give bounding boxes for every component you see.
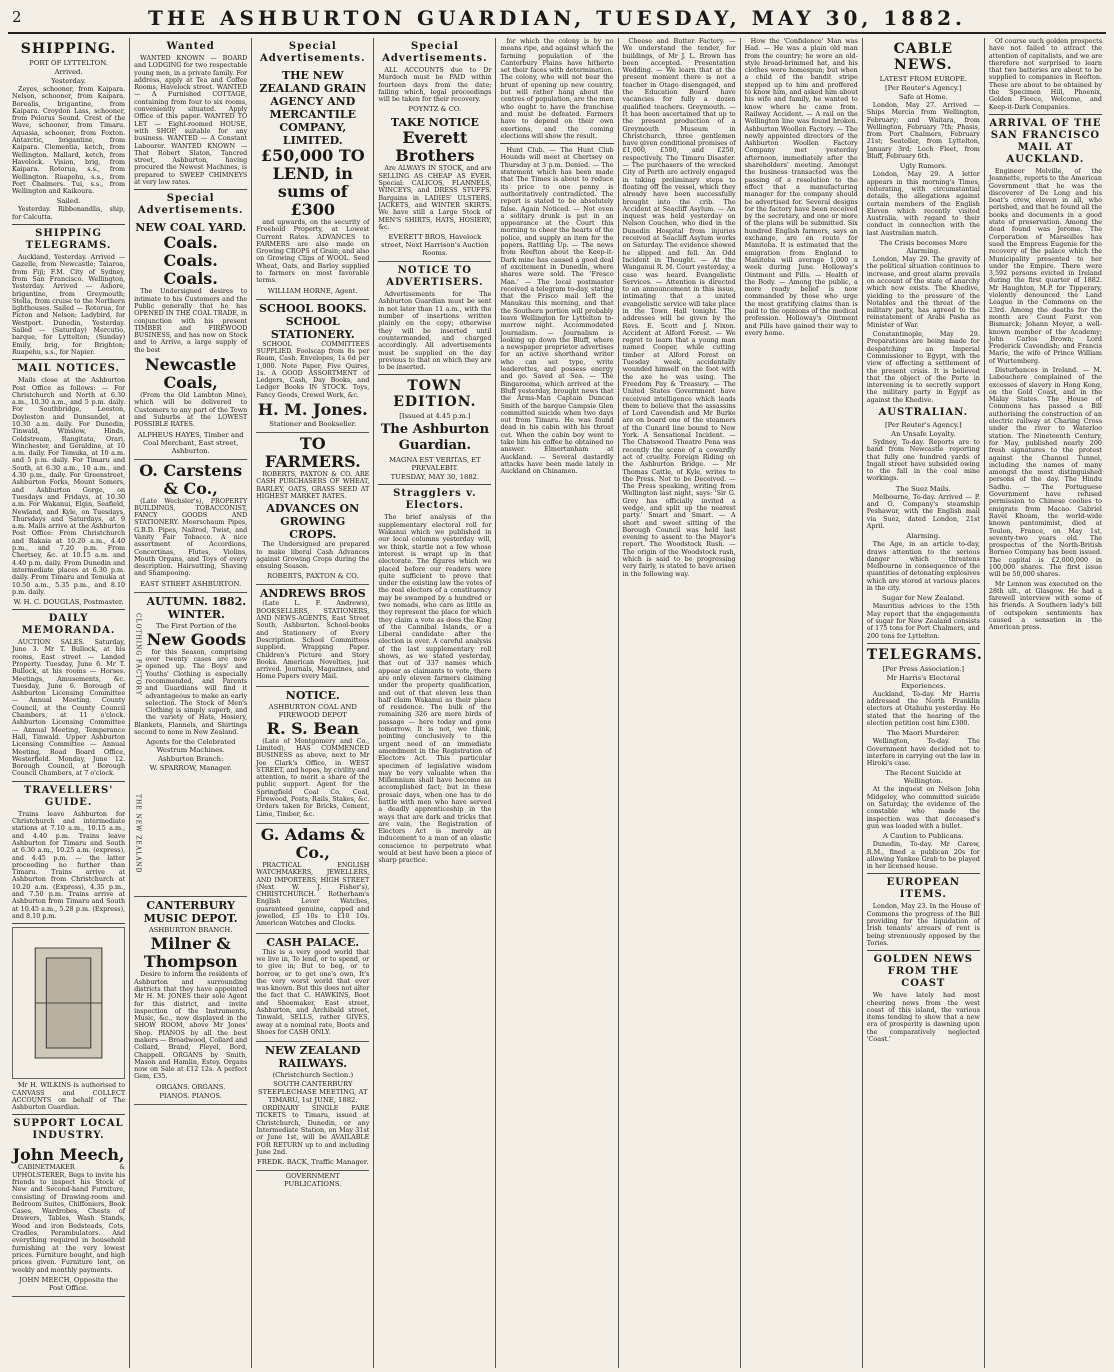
harris-text: Auckland, To-day. Mr Harris addressed the North Franklin electors at Otahuhu yesterday. He stated that the hearing of the election petition cost him £300.: [866, 689, 980, 727]
coal-yard-ad: [134, 219, 247, 459]
bean-sub: ASHBURTON COAL AND FIREWOOD DEPOT: [268, 702, 357, 719]
clothing-factory-ad: [134, 593, 247, 898]
loyalty-title: An Unsafe Loyalty.: [891, 429, 956, 438]
roberts-sign: ROBERTS, PAXTON & CO.: [266, 572, 359, 581]
westrum-line: Agents for the Celebrated Westrum Machines.: [145, 738, 236, 755]
meech-name: John Meech,: [12, 1145, 125, 1165]
mail-notices-text: Mails close at the Ashburton Post Office as follows: — For Christchurch and North at 6.30 a.m., 10.30 a.m., and 5 p.m. daily. For Southbridge, Leeston, Doyleston and Dunsandel, at 10.30 a.m. daily. For Dunedin, Tinwald, Winslow, Hinds, Coldstream, Rangitata, Orari, Winchester, and Geraldine, at 10 a.m. daily. For Temuka, at 10 a.m. and 5 p.m. daily. For Timaru and South, at 6.30 a.m., 10 a.m., and 4.30 p.m., daily. For Greenstreet, Ashburton Forks, Mount Somers, and Ashburton Gorge, on Tuesdays and Fridays, at 10.30 a.m. For Wakanui, Elgin, Seafield, Newland, and Kyle, on Tuesdays, Thursdays and Saturdays, at 9 a.m. Mails arrive at the Ashburton Post Office: From Christchurch and Rakaia at 10.20 a.m., 4.40 p.m., and 7.20 p.m. From Chertsey, &c. at 10.15 a.m. and 4.40 p.m. daily. From Dunedin and intermediate places at 6.30 p.m. daily. From Timaru and Temuka at 10.50 a.m., 5.35 p.m., and 8.10 p.m. daily.: [12, 376, 126, 596]
school-books-title: SCHOOL BOOKS. SCHOOL STATIONERY.: [259, 301, 367, 341]
maori-text: Wellington, To-day. The Government have decided not to interfere in carrying out the law in Hiroki's case.: [866, 737, 980, 768]
cable-news-heading: CABLE NEWS.: [893, 41, 953, 73]
dateline: TUESDAY, MAY 30, 1882.: [390, 473, 480, 482]
steeple-text: ORDINARY SINGLE FARE TICKETS to Timaru, issued at Christchurch, Dunedin, or any Intermediate Station, on May 31st or June 1st, will be AVAILABLE FOR RETURN up to and including June 2nd.: [256, 1104, 370, 1156]
bean-ad: [256, 687, 369, 824]
aus-agency: [Per Reuter's Agency.]: [885, 420, 962, 429]
memoranda-heading: DAILY MEMORANDA.: [21, 613, 116, 637]
carstens-address: EAST STREET ASHBURTON.: [140, 579, 242, 588]
school-books-ad: [256, 300, 369, 433]
sugar-text: Mauritius advices to the 15th May report that the engagements of sugar for New Zealand consists of 175 tons for Port Chalmers, and 200 tons for Lyttelton.: [866, 602, 980, 640]
newcastle-text: (From the Old Lambton Mine), which will be delivered to Customers to any part of the Town and Suburbs at the LOWEST POSSIBLE RATES.: [134, 391, 248, 429]
roberts-text: ROBERTS, PAXTON & CO. ARE CASH PURCHASERS OF WHEAT, BARLEY, OATS, GRASS SEED AT HIGHEST MARKET RATES.: [256, 470, 370, 500]
take-notice: TAKE NOTICE: [390, 116, 479, 130]
travellers-heading: TRAVELLERS' GUIDE.: [23, 784, 114, 808]
andrews-title: ANDREWS BROS: [259, 587, 366, 601]
column-5: [496, 38, 618, 1368]
newspaper-title: THE ASHBURTON GUARDIAN, TUESDAY, MAY 30, 1882.: [148, 6, 966, 30]
sugar-title: Sugar for New Zealand.: [881, 594, 965, 603]
european-items-heading: EUROPEAN ITEMS.: [886, 877, 961, 901]
masthead: [8, 6, 1106, 34]
frisco-items: Disturbances in Ireland. — M. Labouchere complained of the excesses of slavery in Hong Kong, on the Gold Coast, and in the Malay States. The House of Commons has passed a Bill authorising the construction of an electric railway at Charing Cross under the river to Waterloo station. The Nineteenth Century, for May, published nearly 200 fresh signatures to the protest against the Channel Tunnel, including the names of many amongst the most distinguished persons of the day. The Hindu Sadhu. — The Portuguese Government have refused permission to Chinese coolies to emigrate from Macao. Gabriel Ravel Khoam, the world-wide known pantomimist, died at Toulon, France, on May 1st, seventy-two years old. The prospectus of the North-British Borneo Company has been issued. The capital is £2,000,000 in 100,000 shares. The first issue will be 50,000 shares.: [988, 365, 1102, 579]
leader-text: The brief analysis of the supplementary electoral roll for Wakanui which we published in our local columns yesterday will, we think, startle not a few whose interest is wrapt up in that electorate. The figures which we placed before our readers were quite sufficient to prove that under the existing law the votes of the real electors of a constituency may be swamped by a hundred or two nomads, who care as little as they represent the place for which they claim a vote as does the King of the Cannibal Islands, or a Liberal candidate after the election is over. A careful analysis of the last supplementary roll shows, as we stated yesterday, that out of 337 names which appear as claimants to vote, there are only eleven farmers claiming under the property qualification, and out of that eleven less than half claim Wakanui as their place of residence. The bulk of the remaining 326 are mere birds of passage — here today and gone tomorrow. It is not, we think, pointing conclusively to the urgent need of an immediate amendment in the Registration of Electors Act. This particular specimen of legislative wisdom may be very valuable when the Millennium shall have become an accomplished fact; but in these prosaic days, when one has to do battle with men who have served a deadly apprenticeship in the ways that are dark and tricks that are vain, the Registration of Electors Act is merely an inducement to a man of an elastic conscience to perpetrate what would at best have been a piece of sharp practice.: [378, 513, 492, 865]
page-number: 2: [12, 8, 22, 26]
special-ads-heading-2: Special Advertisements.: [260, 41, 366, 64]
postmaster-sign: W. H. C. DOUGLAS, Postmaster.: [13, 598, 124, 607]
new-goods-title: New Goods: [146, 629, 246, 649]
music-depot-title: CANTERBURY MUSIC DEPOT.: [143, 899, 238, 926]
motto: MAGNA EST VERITAS, ET PREVALEBIT.: [389, 456, 481, 473]
golden-news-text: We have lately had most cheering news from the west coast of this island, the various items tending to show that a new era of prosperity is dawning upon the comparatively neglected 'Coast.': [866, 991, 980, 1044]
column-7: [741, 38, 863, 1368]
bean-title: R. S. Bean: [266, 718, 359, 738]
constantinople-text: Constantinople, May 29. Preparations are being made for despatching an Imperial Commissioner to Egypt, with the view of effecting a settlement of the present crisis. It is believed that the object of the Porte in intervening is to secretly support the military party in Egypt as against the Khedive.: [866, 330, 980, 404]
caution-text: Dunedin, To-day. Mr Carew, R.M., fined a publican 20s for allowing Yankee Grab to be played in her licensed house.: [866, 840, 980, 871]
special-ads-heading: Special Advertisements.: [137, 193, 244, 217]
sailed-heading: Sailed.: [56, 197, 81, 206]
golden-continuation: Of course such golden prospects have not failed to attract the attention of capitalists, and we are therefore not surprised to learn that two batteries are about to be supplied to companies in Reefton. These are about to be obtained by the Specimen Hill, Phoenix, Golden Fleece, Welcome, and Keep-it-Dark Companies.: [988, 38, 1102, 111]
carstens-text: (Late Wechsler's), PROPERTY BUILDINGS, TOBACCONIST, FANCY GOODS AND STATIONERY. Meerschaum Pipes, G.B.D. Pipes, Nailrod, Twist, and Vanity Fair Tobacco. A nice assortment of Accordions, Concertinas, Flutes, Violins, Mouth Organs, and Toys of every description. Hairsutting, Shaving and Shampooing.: [134, 496, 248, 578]
shipping-telegrams-heading: SHIPPING TELEGRAMS.: [25, 228, 112, 252]
column-6: [619, 38, 741, 1368]
advertisers-notice-title: NOTICE TO ADVERTISERS.: [386, 265, 484, 289]
sparrow-sign: W. SPARROW, Manager.: [149, 764, 232, 773]
crisis-text: London, May 29. The gravity of the political situation continues to increase, and great alarm prevails on account of the state of anarchy which now exists. The Khedive, yielding to the pressure of the Notables and the threat of the military party, has agreed to the reinstatement of Arabi Pasha as Minister of War.: [866, 255, 980, 329]
jones-sub: Stationer and Bookseller.: [269, 420, 357, 429]
town-edition: TOWN EDITION.: [393, 378, 477, 411]
coal-text: The Undersigned desires to intimate to his Customers and the Public generally that he has OPENED IN THE COAL TRADE, in conjunction with his present TIMBER and FIREWOOD BUSINESS, and has now on Stock and to Arrive, a large supply of the best: [134, 287, 248, 354]
accounts-notice: ALL ACCOUNTS due to Dr Murdoch must be PAID within fourteen days from the date; failing which, legal proceedings will be taken for their recovery.: [378, 66, 492, 104]
suez-text: Melbourne, To-day. Arrived — P. and O. Company's steamship Peshawur, with the English mail via Suez, dated London, 21st April.: [866, 492, 980, 530]
coals-title: Coals. Coals. Coals.: [163, 233, 218, 289]
newcastle-title: Newcastle Coals,: [144, 355, 237, 393]
frisco-bottom: Mr Lennon was executed on the 28th ult., at Glasgow. He had a farewell interview with some of his friends. A Southern lady's bill of outspoken sentiments has caused a sensation in the American press.: [988, 579, 1102, 632]
shipping-heading: SHIPPING.: [20, 41, 117, 57]
caution-title: A Caution to Publicans.: [882, 832, 964, 841]
travellers-text: Trains leave Ashburton for Christchurch and intermediate stations at 7.10 a.m., 10.15 a.m., and 4.40 p.m. Trains leave Ashburton for Timaru and South at 6.30 a.m., 10.25 a.m. (express), and 4.45 p.m. — the latter proceeding no further than Timaru. Trains arrive at Ashburton from Christchurch at 10.20 a.m. (Express), 4.35 p.m., and 7.50 p.m. Trains arrive at Ashburton from Timaru and South at 10.45 a.m., 5.28 p.m. (Express), and 8.10 p.m.: [12, 809, 126, 920]
arrived-heading: Arrived.: [54, 68, 83, 76]
safe-home-title: Safe at Home.: [898, 93, 948, 101]
loyalty-text: Sydney, To-day. Reports are to hand from Newcastle reporting that fully one hundred yards of Ingall street have subsided owing to the fall in the coal mine workings.: [866, 437, 980, 483]
everett-sign: EVERETT BROS, Havelock street, Next Harrison's Auction Rooms.: [380, 233, 489, 258]
railways-sub: (Christchurch Section.): [272, 1071, 354, 1080]
frisco-mail-heading: ARRIVAL OF THE SAN FRANCISCO MAIL AT AUCKLAND.: [989, 117, 1102, 165]
loan-ad: [256, 67, 369, 300]
branch-line: Ashburton Branch:: [158, 755, 224, 764]
railways-title: NEW ZEALAND RAILWAYS.: [265, 1044, 361, 1071]
alarming-title: Alarming.: [906, 532, 941, 541]
ugly-rumors-text: London, May 29. A letter appears in this morning's Times, reiterating, with circumstantial details, the allegations against certain members of the English Eleven which recently visited Australia, with regard to their conduct in connection with the last Australian match.: [866, 170, 980, 237]
column-9: [985, 38, 1106, 1368]
farmers-ad: [256, 433, 369, 585]
latest-europe: LATEST FROM EUROPE.: [879, 75, 968, 83]
wanted-text: WANTED KNOWN — BOARD and LODGING for two respectable young men, in a private family. For address, apply at Tea and Coffee Rooms, Havelock street. WANTED — A Furnished COTTAGE, containing from four to six rooms, conveniently situated. Apply Office of this paper. WANTED TO LET — Eight-roomed HOUSE, with SHOP, suitable for any business. WANTED — A Constant Labourer. WANTED KNOWN — That Robert Slaton, Tancred street, Ashburton, having procured the Newest Machines, is prepared to SWEEP CHIMNEYS at very low rates.: [134, 54, 248, 187]
wanted-heading: Wanted: [166, 41, 215, 52]
factory-sidebar: CLOTHING FACTORY: [134, 613, 142, 697]
mail-notices-heading: MAIL NOTICES.: [17, 363, 121, 375]
everett-text: Are ALWAYS IN STOCK, and are SELLING AS CHEAP AS EVER. Special: CALICOS, FLANNELS, WINCEYS, and DRESS STUFFS. Bargains in LADIES' ULSTERS, JACKETS, and WINTER SKIRTS. We have still a Large Stock of MEN'S SHIRTS, HATS, HOSIERY, &c.: [378, 164, 492, 231]
back-sign: FREDK. BACK, Traffic Manager.: [257, 1158, 369, 1167]
adams-ad: [256, 824, 369, 934]
column-2: [130, 38, 252, 1368]
press-association: [Per Press Association.]: [882, 664, 965, 673]
advertisers-notice-text: Advertisements for The Ashburton Guardian must be sent in not later than 11 a.m., with the number of insertions written plainly on the copy; otherwise they will be inserted until countermanded, and charged accordingly. All advertisements must be supplied on the day previous to that on which they are to be inserted.: [378, 290, 492, 372]
meech-text: CABINETMAKER & UPHOLSTERER, Begs to invite his friends to inspect his Stock of New and Second-hand Furniture, consisting of Drawing-room and Bedroom Suites, Chiffoniers, Book Cases, Wardrobes, Chests of Drawers, Tables, Wash Stands, Wood and iron Bedsteads, Cots, Cradles, Perambulators. And everything required in household furnishing at the very lowest prices. Furniture bought, and high prices given. Furniture lent, on weekly and monthly payments.: [12, 1163, 126, 1274]
memoranda-text: AUCTION SALES. Saturday, June 3. Mr T. Bullock, at his rooms, East street — Landed Property. Tuesday, June 6. Mr T. Bullock, at his rooms — Horses. Meetings, Amusements, &c. Tuesday, June 6. Borough of Ashburton Licensing Committee — Annual Meeting. County Council, at the County Council Chambers, at 11 o'clock. Ashburton Licensing Committee — Annual Meeting, Temperance Hall, Tinwald. Upper Ashburton Licensing Committee — Annual Meeting, Road Board Office, Westerfield. Monday, June 12. Borough Council, at Borough Council Chambers, at 7 o'clock.: [12, 638, 126, 778]
arrived-date: Yesterday.: [51, 77, 87, 85]
maori-title: The Maori Murderer.: [886, 729, 960, 738]
andrews-ad: [256, 585, 369, 686]
everett-title: Everett Brothers: [395, 128, 475, 166]
european-items-text: London, May 23. In the House of Commons the progress of the Bill providing for the liquidation of Irish tenants' arrears of rent is being strenuously opposed by the Tories.: [866, 902, 980, 947]
australian-heading: AUSTRALIAN.: [878, 406, 969, 418]
reuter-agency: [Per Reuter's Agency.]: [885, 84, 962, 92]
notice-title: NOTICE.: [285, 688, 340, 702]
local-items-2: Cheese and Butter Factory. — We understand the tender, for buildings, of Mr J. L. Brown has been accepted. Presentation Wedding. — We learn that at the present moment there is not a teacher in Otago disengaged, and the Education Board have vacancies for fully a dozen qualified teachers. Greymouth. — It has been ascertained that up to the present production of a Greymouth Museum in Christchurch, three gentlemen have given conditional promises of £1,000, £500, and £250, respectively. The Timaru Disaster. — The purchasers of the wrecked City of Perth are actively engaged in taking preliminary steps to floating off the vessel, which they already have been successfully brought into the crib. The Accident at Seacliff Asylum. — An inquest was held yesterday on Nelson Couchen, who died in the Dunedin Hospital from injuries received at Seacliff Asylum works on Saturday. The evidence showed he slipped and fell. An Odd Incident in Thought. — At the Wanganui R. M. Court yesterday, a case was heard. Evangelistic Services. — Attention is directed to an announcement in this issue, intimating that a united evangelistic service will take place in the Town Hall tonight. The addresses will be given by the Revs. E. Scott and J. Nixon. Accident at Alford Forest. — We regret to learn that a young man named Cooper, while cutting timber at Alford Forest on Tuesday week, accidentally wounded himself on the foot with the axe he was using. The Freedom Pay & Treasury. — The United States Government have received intelligence which leads them to believe that the assassins of Lord Cavendish and Mr Burke are on board one of the steamers of the Cunard line bound to New York. A Sensational Incident. — The Chatswood Theatre Pena was recently the scene of a cowardly act of cruelty. Foreign Riding on the Ashburton Bridge. — Mr Thomas Cattle, of Kyle, writes to the Press. Not to be Deceived. — The Press speaking, writing from Wellington last night, says: 'Sir G. Grey has officially invited a wedge, and split up the nearest party.' Smart and Smart. — A short and sweet sitting of the Borough Council was held last evening to assent to the Mayor's report. The Woodstock Rush. — The origin of the Woodstock rush, which is said to be progressing very fairly, is stated to have arisen in the following way.: [622, 38, 736, 578]
everett-ad: [378, 114, 491, 262]
town-edition-sub: [Issued at 4.45 p.m.]: [399, 412, 471, 421]
loan-text: and upwards, on the security of Freehold Property, at Lowest Current Rates. ADVANCES to FARMERS are also made on Growing CROPS of Grain; and also on Growing Clips of WOOL. Seed Wheat, Oats, and Barley supplied to farmers on most favorable terms.: [256, 218, 370, 285]
column-4: [374, 38, 496, 1368]
meech-ad: [12, 1144, 125, 1296]
milner-text: Desire to inform the residents of Ashburton and surrounding districts that they have appointed Mr H. M. JONES their sole Agent for this district, and invite inspection of the Instruments, Music, &c., now displayed in the SHOW ROOM, above Mr Jones' Shop. PIANOS by all the best makers — Broadwood, Collard and Collard, Brand, Pleyel, Bord, Chappell. ORGANS by Smith, Mason and Hamlin, Estey. Organs now on Sale at £12 12s. A perfect Gem, £35.: [134, 970, 248, 1081]
cash-palace-ad: [256, 934, 369, 1043]
meech-sign: JOHN MEECH, Opposite the Post Office.: [19, 1275, 118, 1292]
suicide-text: At the inquest on Nelson John Midgeley, who committed suicide on Saturday, the evidence of the constable who made the inspection was that deceased's gun was loaded with a bullet.: [866, 785, 980, 830]
column-1: [8, 38, 130, 1368]
gov-pubs: GOVERNMENT PUBLICATIONS.: [284, 1172, 342, 1189]
wilkins-notice: Mr H. WILKINS is authorised to CANVASS and COLLECT ACCOUNTS on behalf of The Ashburton Guardian.: [12, 1081, 126, 1112]
column-8: [863, 38, 985, 1368]
nz-sidebar: THE NEW ZEALAND: [134, 793, 142, 874]
advances-text: The Undersigned are prepared to make liberal Cash Advances against Growing Crops during the ensuing Season.: [256, 540, 370, 571]
ornamental-illustration: [12, 927, 125, 1079]
organs-line: ORGANS. ORGANS.: [156, 1082, 226, 1091]
leader-continuation: for which the colony is by no means ripe, and against which the farming population of the Canterbury Plains have hitherto set their faces with determination. The colony, who will not bear the brunt of opening up new country, but will rather hang about the centres of population, are the men who ought to have the franchise and must be defeated. Farmers have to depend on their own exertions, and the coming elections will show the result.: [500, 38, 614, 140]
suez-title: The Suez Mails.: [895, 484, 951, 493]
arrivals-text: Zeyes, schooner, from Kaipara. Nelson, schooner, from Kaipara. Borealis, brigantine, from Kaipara. Croydon Lass, schooner, from Pelorus Sound. Crest of the Wave, schooner, from Timaru. Aquasia, schooner, from Foxton. Antarctic, brigantine, from Kaipara. Clementia, ketch, from Wellington. Mallard, ketch, from Havelock. Vision, brig, from Kaipara. Rotorua, s.s., from Wellington. Ruapehu, s.s., from Port Chalmers. Tui, s.s., from Wellington and Kaikoura.: [12, 85, 126, 196]
port-heading: PORT OF LYTTELTON.: [29, 59, 108, 67]
adams-title: G. Adams & Co.,: [260, 824, 365, 862]
ugly-rumors-title: Ugly Rumors.: [899, 162, 947, 171]
support-heading: SUPPORT LOCAL INDUSTRY.: [13, 1118, 124, 1142]
milner-title: Milner & Thompson: [143, 934, 238, 972]
frisco-mail-text: Engineer Melville, of the Jeannette, reports to the American Government that he was the discoverer of De Long and his boat's crew, eleven in all, who perished, and that he found all the books and documents in a good state of preservation. Among the dead found was Jerome. The Corporation of Marseilles has sued the Empress Eugenie for the recovery of the palace which the Municipality presented to her under the Empire. There were 3,592 persons evicted in Ireland during the first quarter of 1882. Mr Haughton, M.P. for Tipperary, violently denounced the Land League in the Commons on the 23rd. Among the deaths for the month are Count Furst von Bismarck; Johann Meyer, a well-known member of the Academy; John Carlos Brown; Lord Frederick Cavendish; and Francis Marie, the wife of Prince William of Wurtemberg.: [988, 166, 1102, 365]
local-items: Hunt Club. — The Hunt Club Hounds will meet at Chertsey on Thursday at 3 p.m. Denied. — The statement which has been made that The Times is about to reduce its price to one penny is authoritatively contradicted. The report is stated to be absolutely false. Again Noticed. — Not even a solitary drunk is put in an appearance at the Court this morning to cheer the hearts of the police, and supply an item for the papers. Rattling Up. — The news from Reefton about the Keep-it-Dark mine has caused a good deal of excitement in Dunedin, where shares were sold. The 'Fresco Man.' — The local postmaster received a telegram to-day, stating that the Frisco mail left the Manukau this morning, and that the Southern portion will probably leave Wellington for Lyttelton to-morrow night. Accommodated Journalism. — Journalism is looking up down the Bluff, where a newspaper proprietor advertises for an active shorthand writer who can set type, write leaderettes, and possess energy and go. Saved at Sea. — The Bingarooma, which arrived at the Bluff yesterday, brought news that the Arms-Man Captain Duncan Smith of the barque Campsie Glen committed suicide when two days out from Timaru. He was found dead in his cabin with his throat cut. When the cabin boy went to take him his coffee he obtained no answer. Elmertanham at Auckland. — Several dastardly attacks have been made lately in Auckland on Chinamen.: [500, 146, 614, 476]
bean-text: (Late of Montgomery and Co., Limited), HAS COMMENCED BUSINESS as above, next to Mr Joe Clark's Office, in WEST STREET, and hopes, by civility and attention, to merit a share of the public support. Agent for the Springfield Coal Co. Coal, Firewood, Posts, Rails, Stakes, &c. Orders taken for Bricks, Cement, Lime, Timber, &c.: [256, 736, 370, 818]
loan-company: THE NEW ZEALAND GRAIN AGENCY AND MERCANTILE COMPANY, LIMITED.: [259, 69, 367, 147]
new-goods-text: for this Season, comprising over twenty cases are now opened up. The Boys' and Youths' Clothing is especially recommended, and Parents and Guardians will find it advantageous to make an early selection. The Stock of Men's Clothing is simply superb, and the variety of Hats, Hosiery, Blankets, Flannels, and Shirtings second to none in New Zealand.: [134, 647, 248, 737]
poyntz-sign: POYNTZ & CO.: [408, 105, 462, 114]
leader-title: Stragglers v. Electors.: [393, 488, 477, 512]
telegrams-heading: TELEGRAMS.: [866, 646, 983, 663]
local-items-3: How the 'Confidence' Man was Had. — He was a plain old man from the country; he wore an old-style broad-brimmed hat, and his clothes were homespun; but when a child of the bandit stripe stepped up to him and proffered to know him, and asked him about his wife and family, he wanted to know where he came from. Railway Accident. — A rail on the Wellington line was found broken. Ashburton Woollen Factory. — The newly appointed directors of the Ashburton Woollen Factory Company met yesterday afternoon, immediately after the shareholders' meeting. Amongst the business transacted was the passing of a resolution to the effect that a manufacturing manager for the company should be advertised for. Several designs for the factory have been received by the secretary, and one or more of the plans will be submitted. Six hundred English farmers, says an exchange, are en route for Manitoba. It is estimated that the emigration from England to Manitoba will average 1,000 a week during June. Holloway's Ointment and Pills. — Health of the Body. — Among the public, a more ready belief is now commanded by those who urge the most gratifying claims than is paid to the opinions of the medical profession. Holloway's Ointment and Pills have gained their way to every home.: [744, 38, 858, 337]
school-books-text: SCHOOL COMMITTEES SUPPLIED. Foolscap from 8s per Ream, Cash. Envelopes, 1s 6d per 1,000. Note Paper, Five Quires, 1s. A GOOD ASSORTMENT of Ledgers, Cash, Day Books, and Ledger Books IN STOCK. Toys, Fancy Goods, Crewel Work, &c.: [256, 339, 370, 399]
jones-title: H. M. Jones.: [257, 400, 368, 420]
safe-home-text: London, May 27. Arrived — Ships Mercia from Wellington, February; and Waitara, from Wellington, February 7th; Phasis, from Port Chalmers, February 21st; Seatoller, from Lyttelton, January 3rd; Loch Fleet, from Bluff, February 6th.: [866, 101, 980, 161]
coal-yard-title: NEW COAL YARD.: [135, 221, 247, 235]
andrews-text: (Late L. F. Andrews), BOOKSELLERS, STATIONERS, AND NEWS-AGENTS, East Street South, Ashburton. School-books and Stationery of Every Description. School Committees supplied. Wrapping Paper. Children's Picture and Story Books. American Novelties, just arrived. Journals, Magazines, and Home Papers every Mail.: [256, 599, 370, 681]
carstens-ad: [134, 460, 247, 593]
music-depot-ad: [134, 897, 247, 1104]
steeple-title: SOUTH CANTERBURY STEEPLECHASE MEETING, AT TIMARU, 1st JUNE, 1882.: [257, 1080, 368, 1105]
adams-text: PRACTICAL ENGLISH WATCHMAKERS, JEWELLERS, AND IMPORTERS, HIGH STREET (Next W. J. Fisher's), CHRISTCHURCH. Rotherham's English Lever Watches, guaranteed genuine, capped and jewelled, £5 10s to £10 10s. American Watches and Clocks.: [256, 860, 370, 928]
pianos-line: PIANOS. PIANOS.: [159, 1091, 222, 1100]
first-portion: The First Portion of the: [155, 621, 237, 630]
crisis-title: The Crisis becomes More Alarming.: [879, 239, 968, 256]
carstens-title: O. Carstens & Co.,: [139, 460, 243, 498]
alarming-text: The Age, in an article to-day, draws attention to the serious danger which threatens Melbourne in consequence of the quantities of detonating explosives which are stored at various places in the city.: [866, 540, 980, 593]
railways-ad: [256, 1042, 369, 1171]
golden-news-heading: GOLDEN NEWS FROM THE COAST: [873, 954, 974, 990]
music-branch: ASHBURTON BRANCH.: [148, 926, 233, 935]
suicide-title: The Recent Suicide at Wellington.: [885, 769, 962, 786]
autumn-title: AUTUMN. 1882. WINTER.: [146, 594, 247, 621]
sailed-text: Yesterday. Ribbonandlis, ship, for Calcutta.: [12, 205, 126, 221]
columns: [8, 38, 1106, 1368]
advances-title: ADVANCES ON GROWING CROPS.: [266, 502, 360, 542]
harris-title: Mr Harris's Electoral Experiences.: [886, 673, 960, 690]
cash-palace-title: CASH PALACE.: [266, 935, 360, 949]
horne-sign: WILLIAM HORNE, Agent.: [267, 286, 358, 295]
farmers-title: TO FARMERS.: [264, 434, 361, 472]
cash-palace-text: This is a very good world that we live in, To lend, or to spend, or to give in; But to beg, or to borrow, or to get one's own, It's the very worst world that ever was known. But this does not alter the fact that C. HAWKINS, Boot and Shoemaker, East street, Ashburton, and Archibald street, Tinwald, SELLS, rather GIVES, away at a nominal rate, Boots and Shoes for CASH ONLY.: [256, 947, 370, 1036]
hayes-sign: ALPHEUS HAYES, Timber and Coal Merchant, East street, Ashburton.: [137, 430, 244, 455]
loan-amount: £50,000 TO LEND, in sums of £300: [260, 146, 365, 219]
column-3: [252, 38, 374, 1368]
shipping-telegrams-text: Auckland, Yesterday. Arrived — Gazelle, from Newcastle; Taiaroa, from Fiji; F.M. City of Sydney, from San Francisco. Wellington, Yesterday. Arrived — Ashore, brigantine, from Greymouth; Stella, from cruise to the Northern lighthouses. Sailed — Rotorua, for Picton and Nelson; Ladybird, for Westport. Dunedin, Yesterday. Sailed — (Saturday) Mercutio, barque, for Lyttelton; (Sunday) Emily, brig, for Brighton; Ruapehu, s.s., for Napier.: [12, 253, 126, 356]
paper-name: The Ashburton Guardian.: [380, 422, 490, 454]
special-ads-heading-3: Special Advertisements.: [382, 41, 488, 64]
